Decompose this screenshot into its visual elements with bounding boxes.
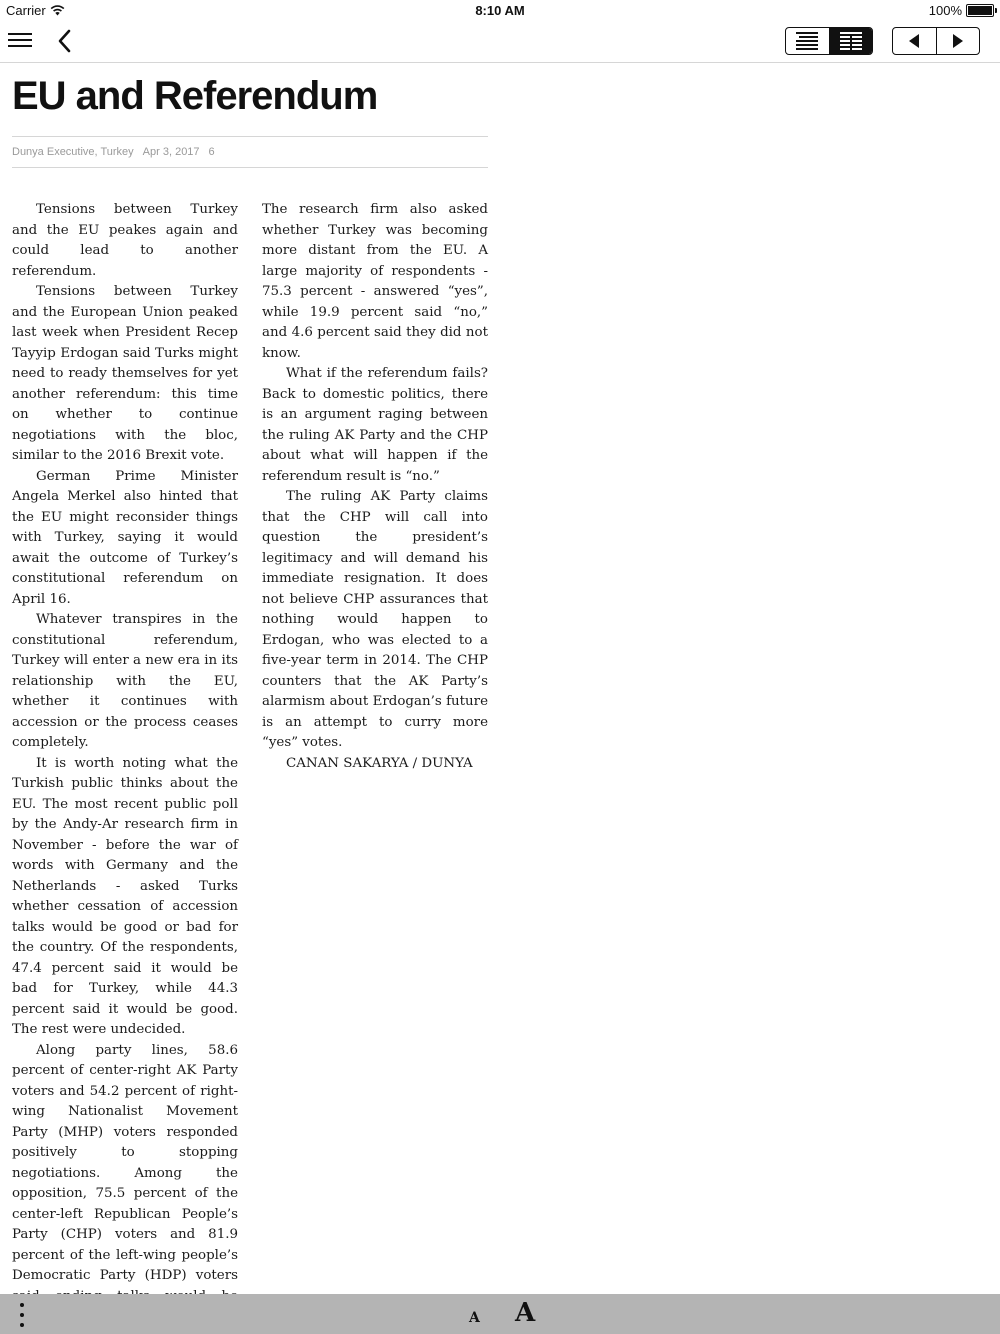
triangle-left-icon (907, 33, 921, 49)
article-date: Apr 3, 2017 (142, 146, 200, 158)
list-view-icon (795, 31, 819, 51)
article-navigation (892, 27, 980, 55)
battery-icon (966, 4, 994, 17)
list-view-button[interactable] (786, 28, 829, 54)
column-view-button[interactable] (829, 28, 873, 54)
paragraph: Along party lines, 58.6 percent of center-right AK Party voters and 54.2 percent of right-wing Nationalist Movement Party (MHP) voters responded positively to stopping negotiations. Among the opposition, 75.5 percent of the center-left Republican People’s Party (CHP) voters and 81.9 percent of the left-wing people’s Democratic Party (HDP) voters (12, 1042, 238, 1283)
article-meta (12, 136, 488, 168)
article-column-right (262, 200, 488, 774)
article-source: Dunya Executive, Turkey (12, 146, 134, 158)
paragraph: What if the referendum fails? Back to domestic politics, there is an argument raging between the ruling AK Party and the CHP about what will happen if the referendum result is “no.” (262, 366, 488, 484)
decrease-font-button[interactable]: A (469, 1310, 480, 1326)
article-count: 6 (208, 146, 215, 158)
status-time: 8:10 AM (475, 3, 525, 18)
view-mode-toggle (785, 27, 873, 55)
triangle-right-icon (951, 33, 965, 49)
article-header (12, 66, 488, 168)
toolbar (0, 22, 1000, 63)
column-view-icon (839, 31, 863, 51)
paragraph: German Prime Minister Angela Merkel also hinted that the EU might reconsider things with Turkey, saying it would await the outcome of Turkey’s constitutional referendum on April 16. (12, 468, 238, 607)
bottom-bar (0, 1294, 1000, 1334)
carrier-label: Carrier (6, 3, 46, 18)
article-byline: CANAN SAKARYA / DUNYA (286, 755, 473, 771)
next-article-button[interactable] (936, 28, 980, 54)
paragraph: Tensions between Turkey and the EU peakes again and could lead to another referendum. (12, 202, 238, 279)
paragraph: Whatever transpires in the constitutional referendum, Turkey will enter a new era in its relationship with the EU, whether it continues with accession or the process ceases completely. (12, 612, 238, 750)
vertical-dots-icon[interactable] (16, 1303, 28, 1327)
hamburger-icon[interactable] (8, 30, 32, 52)
article-title: EU and Referendum (12, 74, 378, 118)
chevron-left-icon[interactable] (54, 28, 76, 54)
paragraph: The research firm also asked whether Turkey was becoming more distant from the EU. A large majority of respondents - 75.3 percent - answered “yes”, while 19.9 percent said “no,” and 4.6 percent said they did not know. (262, 202, 488, 361)
previous-article-button[interactable] (893, 28, 936, 54)
increase-font-button[interactable]: A (515, 1298, 536, 1328)
paragraph: It is worth noting what the Turkish public thinks about the EU. The most recent public poll by the Andy-Ar research firm in November - before the war of words with Germany and the Netherlands - asked Turks whether cessation of accession talks would be good or bad for the country. Of the respondents, 47.4 percent said it would be bad for Turkey, while 44.3 percent said it would be good. The rest were undecided. (12, 755, 238, 1037)
paragraph: The ruling AK Party claims that the CHP will call into question the president’s legitimacy and will demand his immediate resignation. It does not believe CHP assurances that nothing would happen to Erdogan, who was elected to a five-year term in 2014. The CHP counters that the AK Party’s alarmism about Erdogan’s future is an attempt to curry more “yes” votes. (262, 489, 488, 750)
battery-percent: 100% (928, 3, 962, 18)
article-column-left (12, 200, 238, 1328)
paragraph: Tensions between Turkey and the European Union peaked last week when President Recep Tayyip Erdogan said Turks might need to ready themselves for yet another referendum: this time on whether to continue negotiations with the bloc, similar to the 2016 Brexit vote. (12, 284, 238, 463)
status-right (929, 3, 994, 18)
status-bar (0, 0, 1000, 22)
